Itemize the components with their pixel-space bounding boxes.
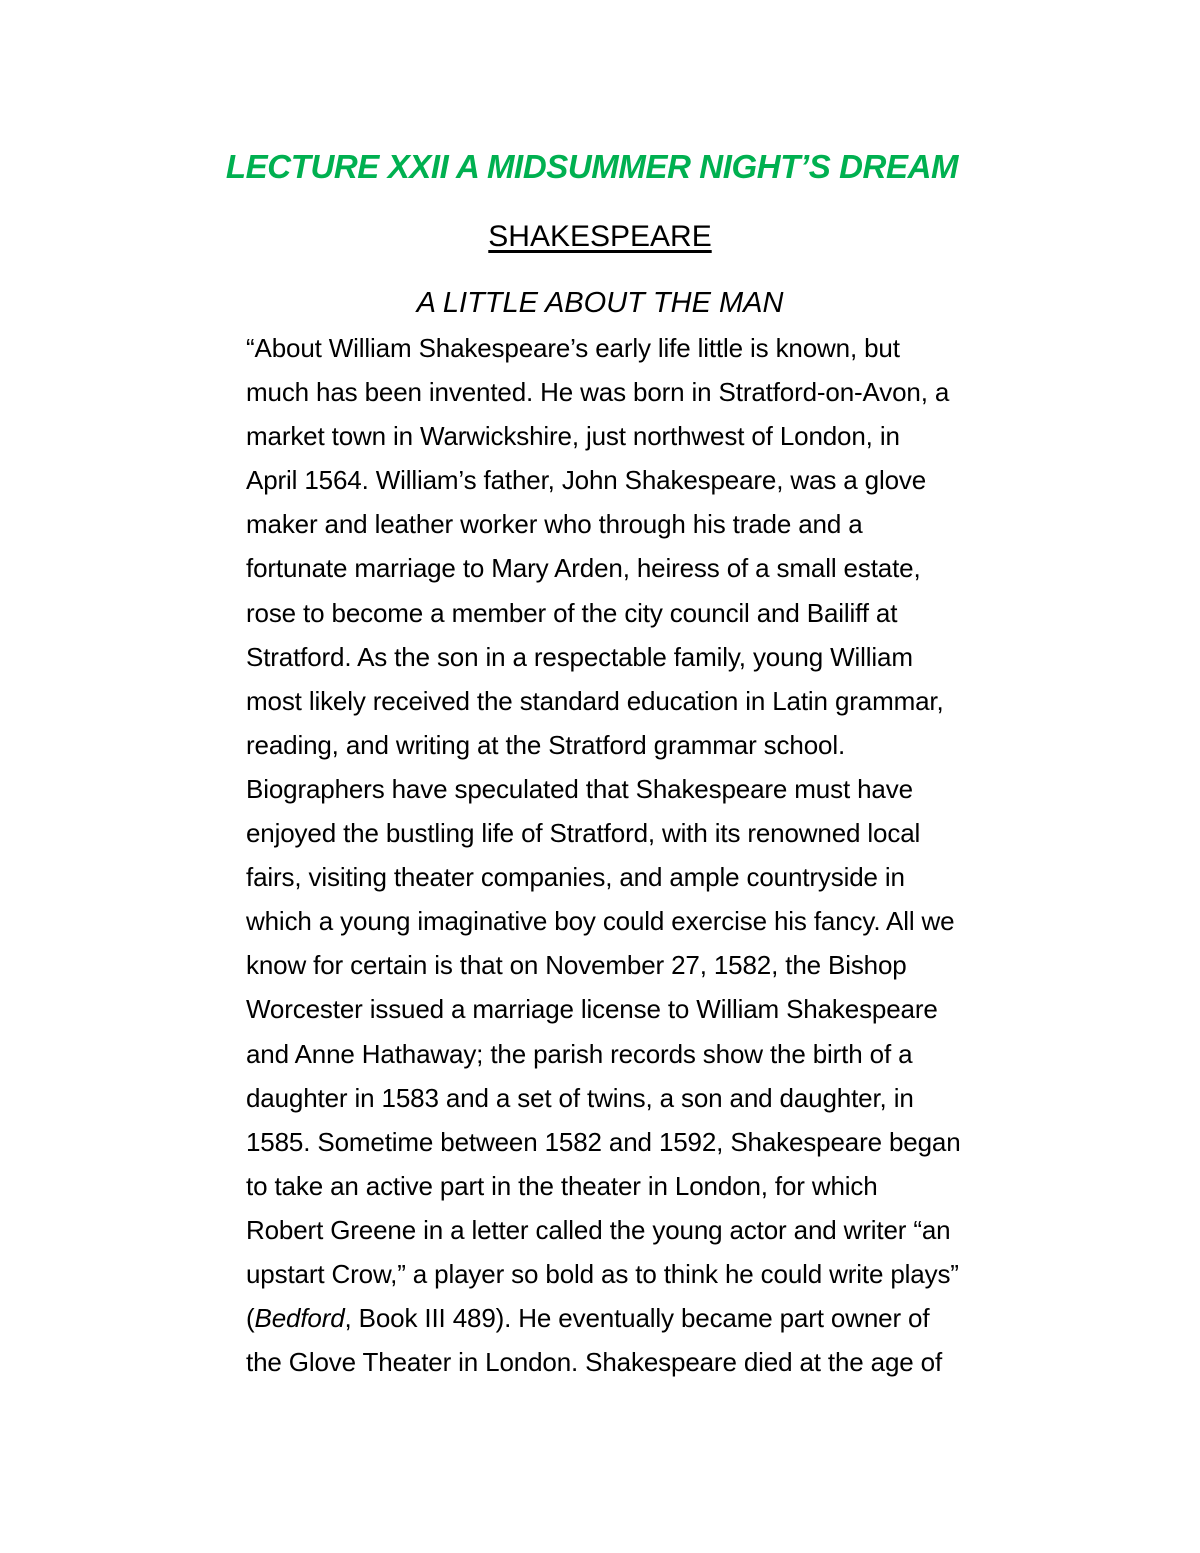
body-line: market town in Warwickshire, just northwest of London, in xyxy=(246,421,900,452)
body-line: 1585. Sometime between 1582 and 1592, Shakespeare began xyxy=(246,1126,961,1157)
body-line: and Anne Hathaway; the parish records show the birth of a xyxy=(246,1038,913,1069)
body-line: maker and leather worker who through his trade and a xyxy=(246,509,863,540)
body-text xyxy=(246,326,1066,1384)
body-line: the Glove Theater in London. Shakespeare died at the age of xyxy=(246,1347,943,1378)
body-line: Stratford. As the son in a respectable family, young William xyxy=(246,641,913,672)
body-line: much has been invented. He was born in Stratford-on-Avon, a xyxy=(246,377,950,408)
body-line: fairs, visiting theater companies, and ample countryside in xyxy=(246,862,905,893)
body-line: rose to become a member of the city council and Bailiff at xyxy=(246,597,898,628)
body-line: enjoyed the bustling life of Stratford, with its renowned local xyxy=(246,818,921,849)
citation-open-paren: ( xyxy=(246,1303,255,1334)
body-line: most likely received the standard education in Latin grammar, xyxy=(246,685,944,716)
body-line: Worcester issued a marriage license to William Shakespeare xyxy=(246,994,938,1025)
body-line: daughter in 1583 and a set of twins, a son and daughter, in xyxy=(246,1082,914,1113)
citation-rest: , Book III 489). He eventually became part owner of xyxy=(344,1303,930,1334)
author-heading: SHAKESPEARE xyxy=(488,220,712,253)
citation-source: Bedford xyxy=(254,1303,345,1334)
body-line: know for certain is that on November 27, 1582, the Bishop xyxy=(246,950,907,981)
body-line: “About William Shakespeare’s early life little is known, but xyxy=(246,333,900,363)
body-line: fortunate marriage to Mary Arden, heiress of a small estate, xyxy=(246,553,921,584)
body-line: April 1564. William’s father, John Shakespeare, was a glove xyxy=(246,465,927,496)
body-line: upstart Crow,” a player so bold as to think he could write plays” xyxy=(246,1258,959,1289)
section-heading: A LITTLE ABOUT THE MAN xyxy=(416,287,784,319)
body-line-citation xyxy=(246,1296,1066,1340)
lecture-title: LECTURE XXII A MIDSUMMER NIGHT’S DREAM xyxy=(225,148,959,185)
body-line: which a young imaginative boy could exercise his fancy. All we xyxy=(246,906,955,937)
body-line: Robert Greene in a letter called the young actor and writer “an xyxy=(246,1214,951,1245)
body-line: reading, and writing at the Stratford grammar school. xyxy=(246,729,846,760)
body-line: Biographers have speculated that Shakespeare must have xyxy=(246,773,913,804)
body-line: to take an active part in the theater in London, for which xyxy=(246,1170,878,1201)
